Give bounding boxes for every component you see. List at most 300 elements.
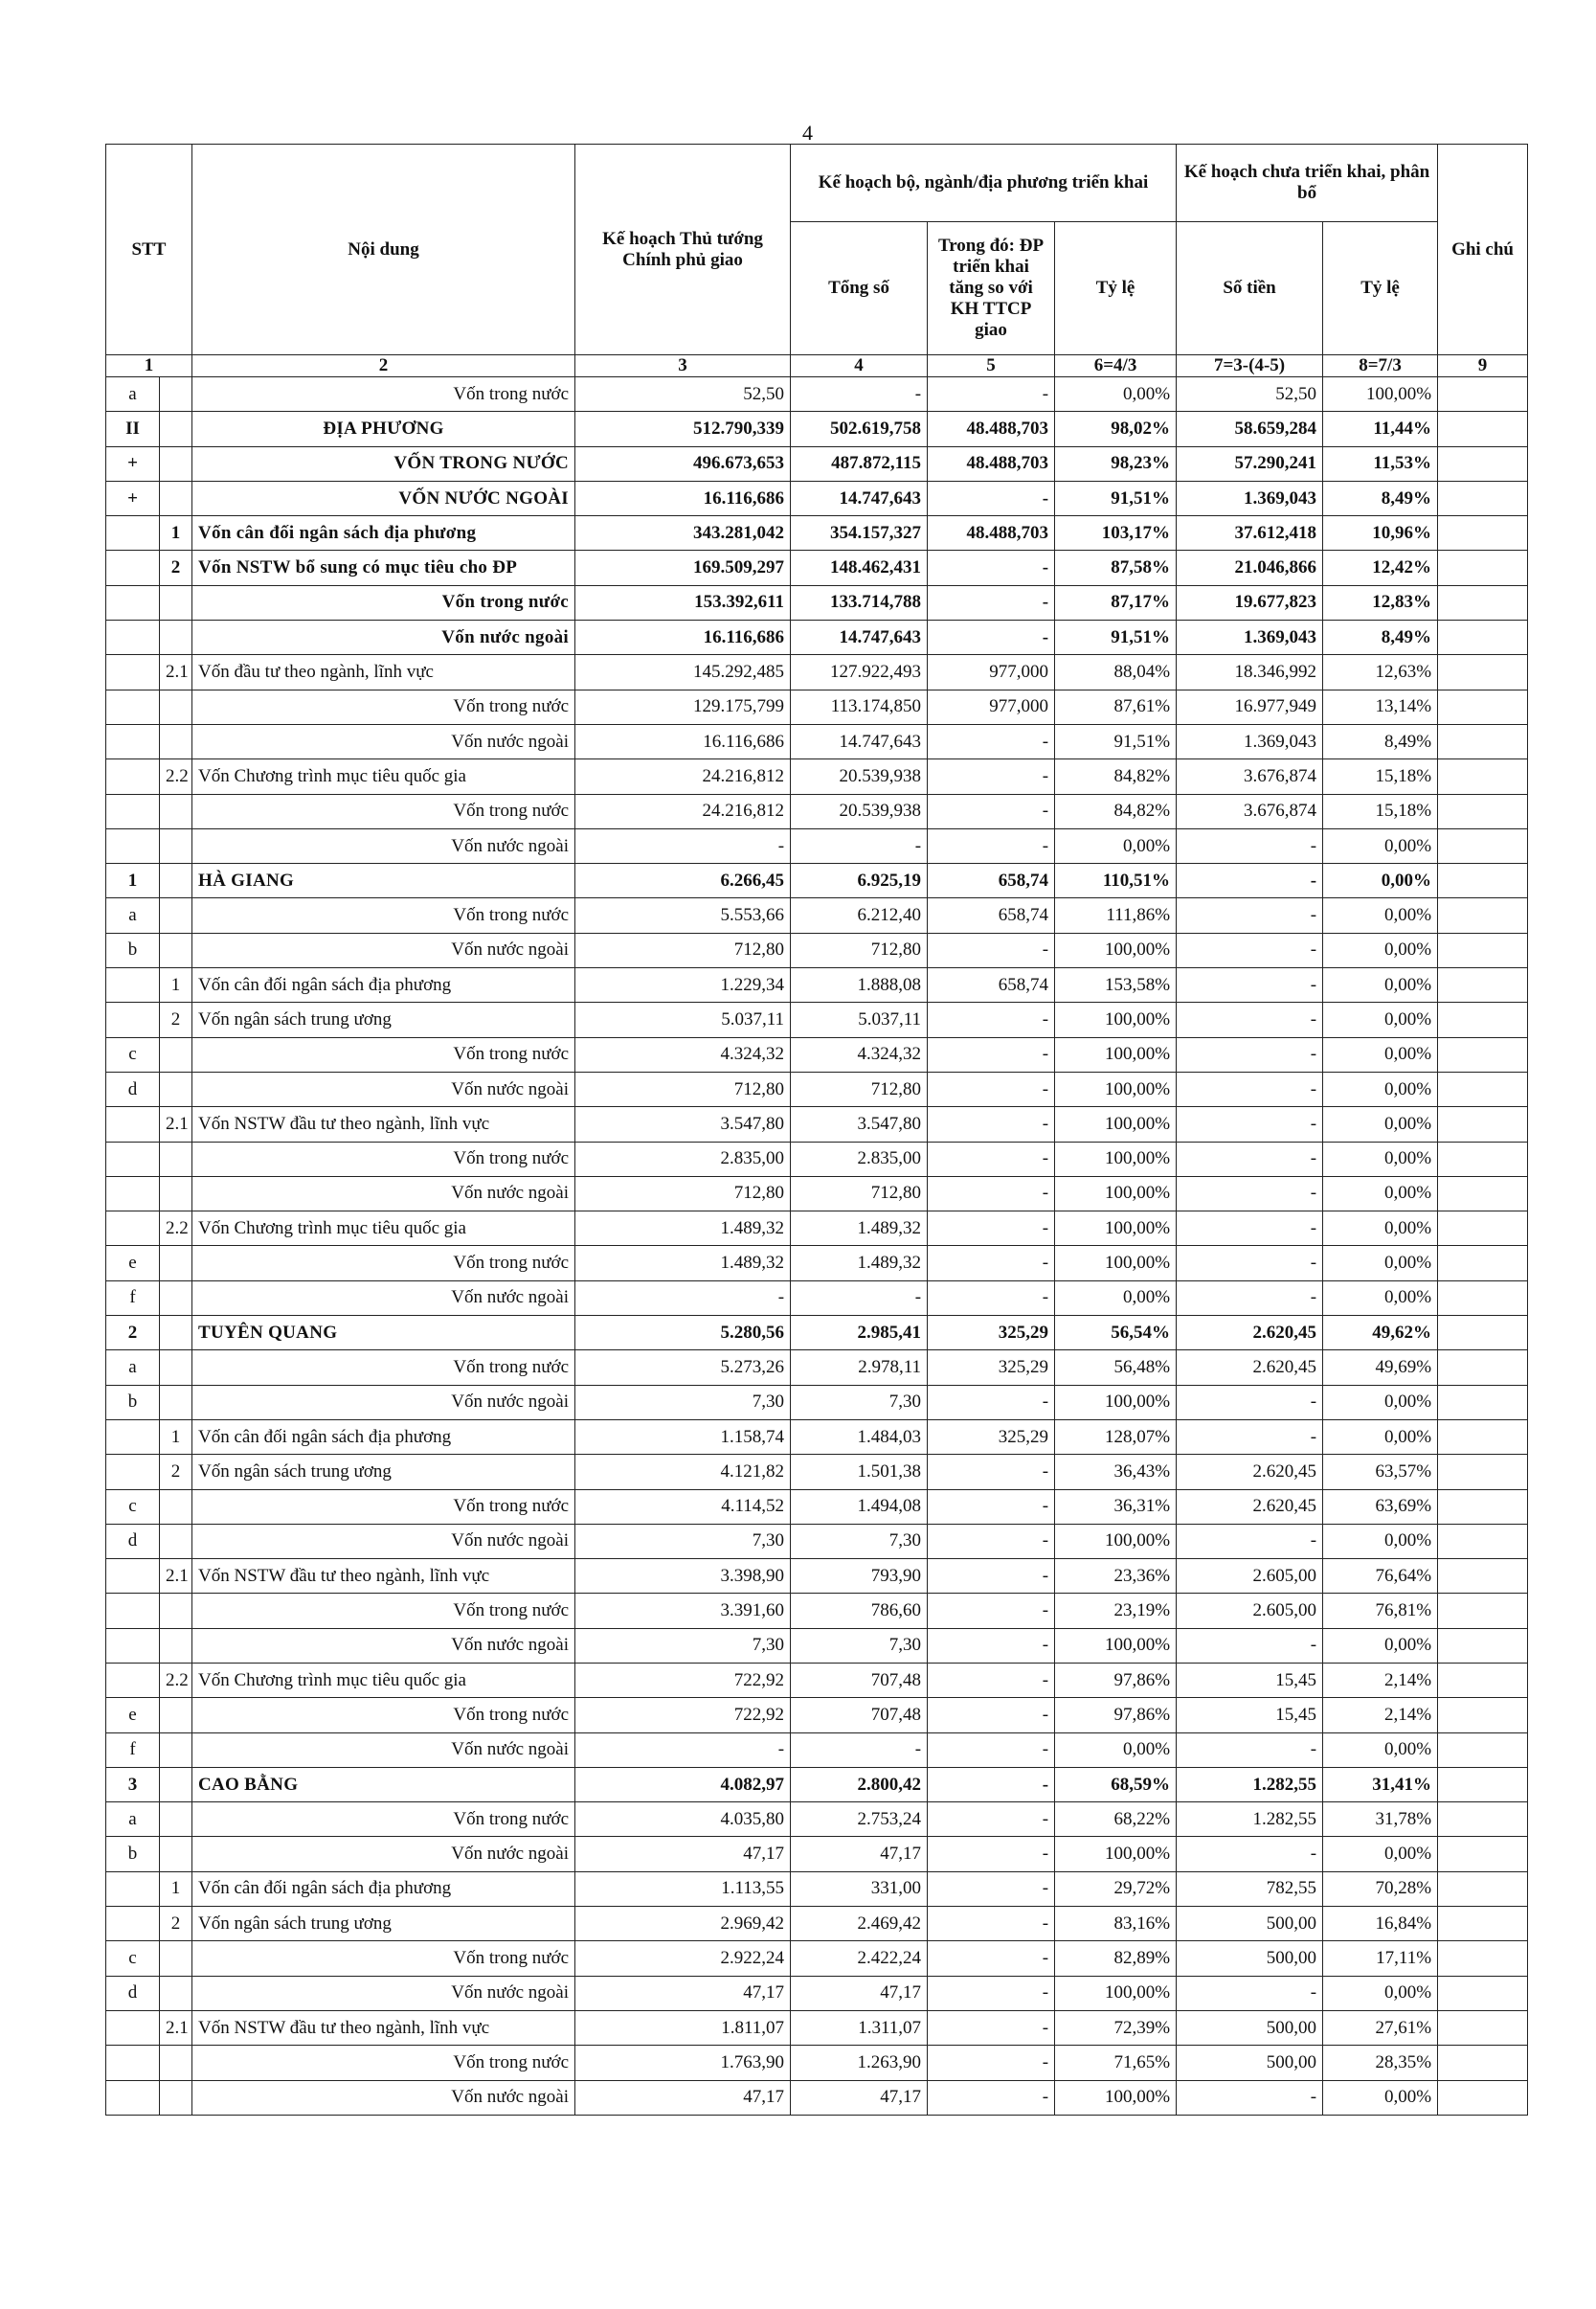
- row-content: Vốn ngân sách trung ương: [192, 1455, 575, 1489]
- cell-notes: [1438, 1037, 1528, 1072]
- row-content: Vốn trong nước: [192, 898, 575, 933]
- cell-increase: 325,29: [928, 1316, 1055, 1350]
- cell-ttcp-plan: 343.281,042: [575, 516, 791, 551]
- cell-ttcp-plan: 47,17: [575, 1837, 791, 1871]
- cell-unallocated-amount: -: [1177, 1385, 1323, 1419]
- col-number: 8=7/3: [1323, 355, 1438, 377]
- cell-increase: -: [928, 1176, 1055, 1211]
- row-sub-index: 2.2: [160, 1211, 192, 1246]
- cell-unallocated-ratio: 0,00%: [1323, 2080, 1438, 2115]
- cell-total: 6.212,40: [791, 898, 928, 933]
- cell-ratio: 100,00%: [1055, 1003, 1177, 1037]
- cell-increase: 48.488,703: [928, 412, 1055, 446]
- cell-unallocated-ratio: 0,00%: [1323, 1732, 1438, 1767]
- cell-unallocated-ratio: 8,49%: [1323, 481, 1438, 515]
- cell-notes: [1438, 1176, 1528, 1211]
- cell-ttcp-plan: 3.398,90: [575, 1559, 791, 1594]
- cell-ttcp-plan: 512.790,339: [575, 412, 791, 446]
- col-number: 3: [575, 355, 791, 377]
- cell-unallocated-ratio: 12,83%: [1323, 585, 1438, 620]
- cell-ratio: 82,89%: [1055, 1941, 1177, 1976]
- header-stt: STT: [106, 145, 192, 355]
- cell-increase: 658,74: [928, 864, 1055, 898]
- cell-unallocated-amount: -: [1177, 1107, 1323, 1142]
- cell-total: 1.311,07: [791, 2010, 928, 2045]
- cell-ttcp-plan: 5.553,66: [575, 898, 791, 933]
- cell-notes: [1438, 551, 1528, 585]
- table-row: [106, 1037, 1528, 1072]
- cell-unallocated-amount: -: [1177, 1037, 1323, 1072]
- cell-unallocated-ratio: 13,14%: [1323, 690, 1438, 724]
- row-sub-index: [160, 1489, 192, 1524]
- cell-notes: [1438, 794, 1528, 828]
- cell-unallocated-amount: 500,00: [1177, 2010, 1323, 2045]
- cell-total: 47,17: [791, 2080, 928, 2115]
- row-content: Vốn NSTW đầu tư theo ngành, lĩnh vực: [192, 1107, 575, 1142]
- row-stt: [106, 1628, 160, 1663]
- row-content: Vốn đầu tư theo ngành, lĩnh vực: [192, 655, 575, 690]
- row-content: Vốn cân đối ngân sách địa phương: [192, 968, 575, 1003]
- row-sub-index: [160, 794, 192, 828]
- row-sub-index: [160, 446, 192, 481]
- cell-ratio: 110,51%: [1055, 864, 1177, 898]
- cell-increase: -: [928, 585, 1055, 620]
- cell-unallocated-ratio: 100,00%: [1323, 377, 1438, 412]
- table-row: [106, 1837, 1528, 1871]
- cell-total: -: [791, 828, 928, 863]
- cell-total: 786,60: [791, 1594, 928, 1628]
- cell-unallocated-amount: 15,45: [1177, 1698, 1323, 1732]
- cell-increase: -: [928, 1837, 1055, 1871]
- cell-unallocated-amount: 16.977,949: [1177, 690, 1323, 724]
- row-sub-index: [160, 1142, 192, 1176]
- row-sub-index: [160, 690, 192, 724]
- row-content: Vốn trong nước: [192, 377, 575, 412]
- cell-ratio: 87,61%: [1055, 690, 1177, 724]
- row-sub-index: 2: [160, 1455, 192, 1489]
- table-row: [106, 1455, 1528, 1489]
- row-content: HÀ GIANG: [192, 864, 575, 898]
- cell-unallocated-ratio: 28,35%: [1323, 2046, 1438, 2080]
- cell-ratio: 72,39%: [1055, 2010, 1177, 2045]
- cell-notes: [1438, 481, 1528, 515]
- row-sub-index: [160, 864, 192, 898]
- cell-total: 7,30: [791, 1385, 928, 1419]
- cell-ratio: 91,51%: [1055, 481, 1177, 515]
- cell-unallocated-ratio: 31,41%: [1323, 1767, 1438, 1801]
- table-row: [106, 898, 1528, 933]
- cell-notes: [1438, 1419, 1528, 1454]
- table-row: [106, 1524, 1528, 1558]
- row-sub-index: 2.1: [160, 1107, 192, 1142]
- row-sub-index: [160, 1524, 192, 1558]
- cell-notes: [1438, 1767, 1528, 1801]
- cell-unallocated-ratio: 11,53%: [1323, 446, 1438, 481]
- table-row: [106, 412, 1528, 446]
- cell-increase: -: [928, 1385, 1055, 1419]
- row-content: Vốn nước ngoài: [192, 1176, 575, 1211]
- cell-ratio: 100,00%: [1055, 1524, 1177, 1558]
- cell-ttcp-plan: -: [575, 828, 791, 863]
- cell-increase: 48.488,703: [928, 446, 1055, 481]
- cell-increase: -: [928, 1941, 1055, 1976]
- cell-increase: -: [928, 1142, 1055, 1176]
- row-sub-index: [160, 828, 192, 863]
- table-row: [106, 828, 1528, 863]
- row-sub-index: [160, 412, 192, 446]
- cell-unallocated-amount: -: [1177, 1524, 1323, 1558]
- cell-notes: [1438, 1524, 1528, 1558]
- table-row: [106, 724, 1528, 758]
- row-sub-index: [160, 724, 192, 758]
- table-row: [106, 1594, 1528, 1628]
- cell-ttcp-plan: -: [575, 1280, 791, 1315]
- row-stt: [106, 968, 160, 1003]
- cell-increase: -: [928, 1211, 1055, 1246]
- allocation-table: [105, 144, 1528, 2116]
- row-sub-index: [160, 933, 192, 967]
- table-row: [106, 1802, 1528, 1837]
- cell-ttcp-plan: 7,30: [575, 1385, 791, 1419]
- cell-unallocated-amount: -: [1177, 1246, 1323, 1280]
- cell-ttcp-plan: 712,80: [575, 933, 791, 967]
- cell-ratio: 36,31%: [1055, 1489, 1177, 1524]
- cell-unallocated-amount: -: [1177, 968, 1323, 1003]
- table-row: [106, 1003, 1528, 1037]
- cell-notes: [1438, 377, 1528, 412]
- row-stt: [106, 794, 160, 828]
- cell-notes: [1438, 1907, 1528, 1941]
- cell-ratio: 100,00%: [1055, 1976, 1177, 2010]
- cell-increase: -: [928, 2010, 1055, 2045]
- cell-ttcp-plan: 3.547,80: [575, 1107, 791, 1142]
- cell-ttcp-plan: 7,30: [575, 1628, 791, 1663]
- cell-notes: [1438, 1837, 1528, 1871]
- row-sub-index: [160, 1767, 192, 1801]
- cell-unallocated-amount: 2.620,45: [1177, 1455, 1323, 1489]
- table-row: [106, 2046, 1528, 2080]
- row-stt: [106, 585, 160, 620]
- row-stt: c: [106, 1037, 160, 1072]
- cell-total: 2.978,11: [791, 1350, 928, 1385]
- table-row: [106, 1871, 1528, 1906]
- cell-unallocated-ratio: 0,00%: [1323, 1037, 1438, 1072]
- cell-ttcp-plan: 16.116,686: [575, 481, 791, 515]
- cell-notes: [1438, 585, 1528, 620]
- row-content: Vốn nước ngoài: [192, 933, 575, 967]
- cell-ratio: 84,82%: [1055, 759, 1177, 794]
- cell-increase: 977,000: [928, 690, 1055, 724]
- cell-ttcp-plan: 153.392,611: [575, 585, 791, 620]
- row-stt: a: [106, 377, 160, 412]
- table-row: [106, 864, 1528, 898]
- col-number: 6=4/3: [1055, 355, 1177, 377]
- cell-ttcp-plan: 24.216,812: [575, 794, 791, 828]
- table-row: [106, 759, 1528, 794]
- row-stt: [106, 1211, 160, 1246]
- table-row: [106, 1211, 1528, 1246]
- row-content: Vốn nước ngoài: [192, 724, 575, 758]
- cell-notes: [1438, 1802, 1528, 1837]
- header-amount: Số tiền: [1177, 222, 1323, 355]
- cell-unallocated-ratio: 0,00%: [1323, 864, 1438, 898]
- row-content: Vốn cân đối ngân sách địa phương: [192, 1419, 575, 1454]
- table-row: [106, 2080, 1528, 2115]
- cell-ratio: 128,07%: [1055, 1419, 1177, 1454]
- row-content: Vốn trong nước: [192, 1594, 575, 1628]
- cell-notes: [1438, 759, 1528, 794]
- cell-unallocated-amount: -: [1177, 1976, 1323, 2010]
- row-sub-index: 1: [160, 1419, 192, 1454]
- row-content: VỐN TRONG NƯỚC: [192, 446, 575, 481]
- cell-ttcp-plan: 722,92: [575, 1698, 791, 1732]
- cell-increase: -: [928, 724, 1055, 758]
- cell-unallocated-ratio: 0,00%: [1323, 1837, 1438, 1871]
- row-stt: d: [106, 1524, 160, 1558]
- cell-total: 47,17: [791, 1976, 928, 2010]
- cell-unallocated-ratio: 2,14%: [1323, 1698, 1438, 1732]
- row-stt: f: [106, 1732, 160, 1767]
- row-stt: [106, 516, 160, 551]
- cell-total: 707,48: [791, 1698, 928, 1732]
- cell-increase: -: [928, 1594, 1055, 1628]
- cell-ratio: 97,86%: [1055, 1663, 1177, 1697]
- table-row: [106, 1316, 1528, 1350]
- cell-ttcp-plan: 496.673,653: [575, 446, 791, 481]
- cell-unallocated-amount: -: [1177, 1419, 1323, 1454]
- row-content: Vốn nước ngoài: [192, 1385, 575, 1419]
- cell-ttcp-plan: 4.324,32: [575, 1037, 791, 1072]
- row-content: Vốn ngân sách trung ương: [192, 1003, 575, 1037]
- table-row: [106, 794, 1528, 828]
- cell-ttcp-plan: 712,80: [575, 1072, 791, 1106]
- cell-notes: [1438, 621, 1528, 655]
- cell-increase: -: [928, 933, 1055, 967]
- table-row: [106, 1767, 1528, 1801]
- row-content: Vốn nước ngoài: [192, 1732, 575, 1767]
- cell-ttcp-plan: 4.035,80: [575, 1802, 791, 1837]
- cell-unallocated-ratio: 0,00%: [1323, 1280, 1438, 1315]
- header-increase: Trong đó: ĐP triển khai tăng so với KH TTCP giao: [928, 222, 1055, 355]
- cell-increase: -: [928, 794, 1055, 828]
- row-stt: a: [106, 1802, 160, 1837]
- cell-ratio: 100,00%: [1055, 1211, 1177, 1246]
- row-stt: [106, 724, 160, 758]
- cell-notes: [1438, 2046, 1528, 2080]
- cell-total: 4.324,32: [791, 1037, 928, 1072]
- row-content: Vốn ngân sách trung ương: [192, 1907, 575, 1941]
- cell-total: 2.835,00: [791, 1142, 928, 1176]
- cell-notes: [1438, 655, 1528, 690]
- row-sub-index: 2: [160, 1003, 192, 1037]
- cell-ratio: 23,19%: [1055, 1594, 1177, 1628]
- col-number: 7=3-(4-5): [1177, 355, 1323, 377]
- cell-notes: [1438, 1072, 1528, 1106]
- cell-total: 502.619,758: [791, 412, 928, 446]
- cell-unallocated-amount: -: [1177, 898, 1323, 933]
- cell-notes: [1438, 1385, 1528, 1419]
- cell-unallocated-ratio: 0,00%: [1323, 968, 1438, 1003]
- cell-ttcp-plan: 47,17: [575, 2080, 791, 2115]
- cell-notes: [1438, 1003, 1528, 1037]
- row-sub-index: [160, 1837, 192, 1871]
- table-row: [106, 933, 1528, 967]
- row-content: Vốn nước ngoài: [192, 1628, 575, 1663]
- cell-unallocated-amount: -: [1177, 933, 1323, 967]
- cell-total: 6.925,19: [791, 864, 928, 898]
- cell-unallocated-amount: -: [1177, 1003, 1323, 1037]
- cell-ttcp-plan: 52,50: [575, 377, 791, 412]
- cell-unallocated-ratio: 0,00%: [1323, 1142, 1438, 1176]
- cell-total: 707,48: [791, 1663, 928, 1697]
- cell-unallocated-ratio: 0,00%: [1323, 1176, 1438, 1211]
- table-row: [106, 1142, 1528, 1176]
- cell-ratio: 97,86%: [1055, 1698, 1177, 1732]
- row-stt: [106, 1455, 160, 1489]
- row-content: Vốn nước ngoài: [192, 1072, 575, 1106]
- cell-unallocated-amount: -: [1177, 1142, 1323, 1176]
- row-content: Vốn cân đối ngân sách địa phương: [192, 516, 575, 551]
- row-sub-index: [160, 1385, 192, 1419]
- row-sub-index: [160, 1732, 192, 1767]
- row-stt: [106, 2046, 160, 2080]
- cell-increase: 325,29: [928, 1350, 1055, 1385]
- cell-increase: -: [928, 1280, 1055, 1315]
- cell-notes: [1438, 1489, 1528, 1524]
- cell-unallocated-amount: -: [1177, 1176, 1323, 1211]
- cell-notes: [1438, 1316, 1528, 1350]
- cell-ratio: 56,54%: [1055, 1316, 1177, 1350]
- cell-notes: [1438, 690, 1528, 724]
- cell-ttcp-plan: 1.113,55: [575, 1871, 791, 1906]
- cell-total: 793,90: [791, 1559, 928, 1594]
- cell-total: 148.462,431: [791, 551, 928, 585]
- cell-notes: [1438, 516, 1528, 551]
- cell-ratio: 0,00%: [1055, 377, 1177, 412]
- table-row: [106, 1941, 1528, 1976]
- row-stt: II: [106, 412, 160, 446]
- cell-ttcp-plan: 4.121,82: [575, 1455, 791, 1489]
- cell-increase: -: [928, 1767, 1055, 1801]
- cell-increase: 658,74: [928, 968, 1055, 1003]
- cell-ratio: 56,48%: [1055, 1350, 1177, 1385]
- row-stt: b: [106, 1385, 160, 1419]
- cell-increase: -: [928, 621, 1055, 655]
- cell-ttcp-plan: 169.509,297: [575, 551, 791, 585]
- cell-ratio: 100,00%: [1055, 2080, 1177, 2115]
- cell-ratio: 103,17%: [1055, 516, 1177, 551]
- cell-unallocated-amount: 1.369,043: [1177, 621, 1323, 655]
- cell-unallocated-ratio: 76,64%: [1323, 1559, 1438, 1594]
- table-row: [106, 1628, 1528, 1663]
- cell-total: 7,30: [791, 1524, 928, 1558]
- cell-ratio: 100,00%: [1055, 1142, 1177, 1176]
- row-stt: d: [106, 1072, 160, 1106]
- cell-increase: 325,29: [928, 1419, 1055, 1454]
- cell-notes: [1438, 933, 1528, 967]
- row-content: Vốn trong nước: [192, 2046, 575, 2080]
- cell-unallocated-amount: 57.290,241: [1177, 446, 1323, 481]
- cell-total: 1.263,90: [791, 2046, 928, 2080]
- header-ministry-plan: Kế hoạch bộ, ngành/địa phương triển khai: [791, 145, 1177, 222]
- row-content: ĐỊA PHƯƠNG: [192, 412, 575, 446]
- cell-total: 1.489,32: [791, 1246, 928, 1280]
- cell-total: 20.539,938: [791, 759, 928, 794]
- cell-increase: -: [928, 1559, 1055, 1594]
- cell-notes: [1438, 1107, 1528, 1142]
- cell-notes: [1438, 864, 1528, 898]
- row-stt: [106, 1907, 160, 1941]
- row-stt: [106, 1663, 160, 1697]
- row-content: Vốn Chương trình mục tiêu quốc gia: [192, 759, 575, 794]
- cell-ttcp-plan: 5.273,26: [575, 1350, 791, 1385]
- cell-notes: [1438, 724, 1528, 758]
- cell-total: 331,00: [791, 1871, 928, 1906]
- cell-notes: [1438, 1663, 1528, 1697]
- row-stt: [106, 621, 160, 655]
- cell-ratio: 100,00%: [1055, 1107, 1177, 1142]
- row-stt: [106, 1871, 160, 1906]
- cell-increase: -: [928, 1732, 1055, 1767]
- row-content: Vốn trong nước: [192, 585, 575, 620]
- cell-total: 14.747,643: [791, 724, 928, 758]
- cell-unallocated-amount: 1.282,55: [1177, 1767, 1323, 1801]
- cell-ratio: 100,00%: [1055, 1072, 1177, 1106]
- cell-notes: [1438, 1455, 1528, 1489]
- cell-unallocated-amount: -: [1177, 2080, 1323, 2115]
- cell-total: 1.494,08: [791, 1489, 928, 1524]
- row-sub-index: 1: [160, 1871, 192, 1906]
- cell-total: 5.037,11: [791, 1003, 928, 1037]
- row-sub-index: [160, 1628, 192, 1663]
- row-stt: [106, 1419, 160, 1454]
- header-ttcp-plan: Kế hoạch Thủ tướng Chính phủ giao: [575, 145, 791, 355]
- row-stt: +: [106, 481, 160, 515]
- row-stt: 2: [106, 1316, 160, 1350]
- cell-unallocated-amount: 21.046,866: [1177, 551, 1323, 585]
- row-content: Vốn trong nước: [192, 1037, 575, 1072]
- cell-ttcp-plan: 1.229,34: [575, 968, 791, 1003]
- cell-ratio: 84,82%: [1055, 794, 1177, 828]
- cell-ratio: 88,04%: [1055, 655, 1177, 690]
- table-row: [106, 377, 1528, 412]
- cell-notes: [1438, 898, 1528, 933]
- row-content: Vốn NSTW bổ sung có mục tiêu cho ĐP: [192, 551, 575, 585]
- row-stt: 3: [106, 1767, 160, 1801]
- cell-increase: -: [928, 1698, 1055, 1732]
- cell-unallocated-amount: 500,00: [1177, 1941, 1323, 1976]
- cell-ttcp-plan: 2.922,24: [575, 1941, 791, 1976]
- table-row: [106, 1072, 1528, 1106]
- row-content: Vốn Chương trình mục tiêu quốc gia: [192, 1211, 575, 1246]
- row-content: CAO BẰNG: [192, 1767, 575, 1801]
- cell-notes: [1438, 1350, 1528, 1385]
- row-sub-index: 2.2: [160, 759, 192, 794]
- cell-increase: -: [928, 1037, 1055, 1072]
- cell-ttcp-plan: 129.175,799: [575, 690, 791, 724]
- cell-ttcp-plan: 4.114,52: [575, 1489, 791, 1524]
- row-sub-index: 2.1: [160, 655, 192, 690]
- cell-unallocated-ratio: 0,00%: [1323, 1072, 1438, 1106]
- table-row: [106, 481, 1528, 515]
- row-content: Vốn nước ngoài: [192, 1976, 575, 2010]
- cell-ttcp-plan: 722,92: [575, 1663, 791, 1697]
- cell-ratio: 100,00%: [1055, 933, 1177, 967]
- cell-unallocated-ratio: 12,63%: [1323, 655, 1438, 690]
- row-stt: [106, 1003, 160, 1037]
- cell-unallocated-amount: 2.620,45: [1177, 1316, 1323, 1350]
- cell-ratio: 0,00%: [1055, 828, 1177, 863]
